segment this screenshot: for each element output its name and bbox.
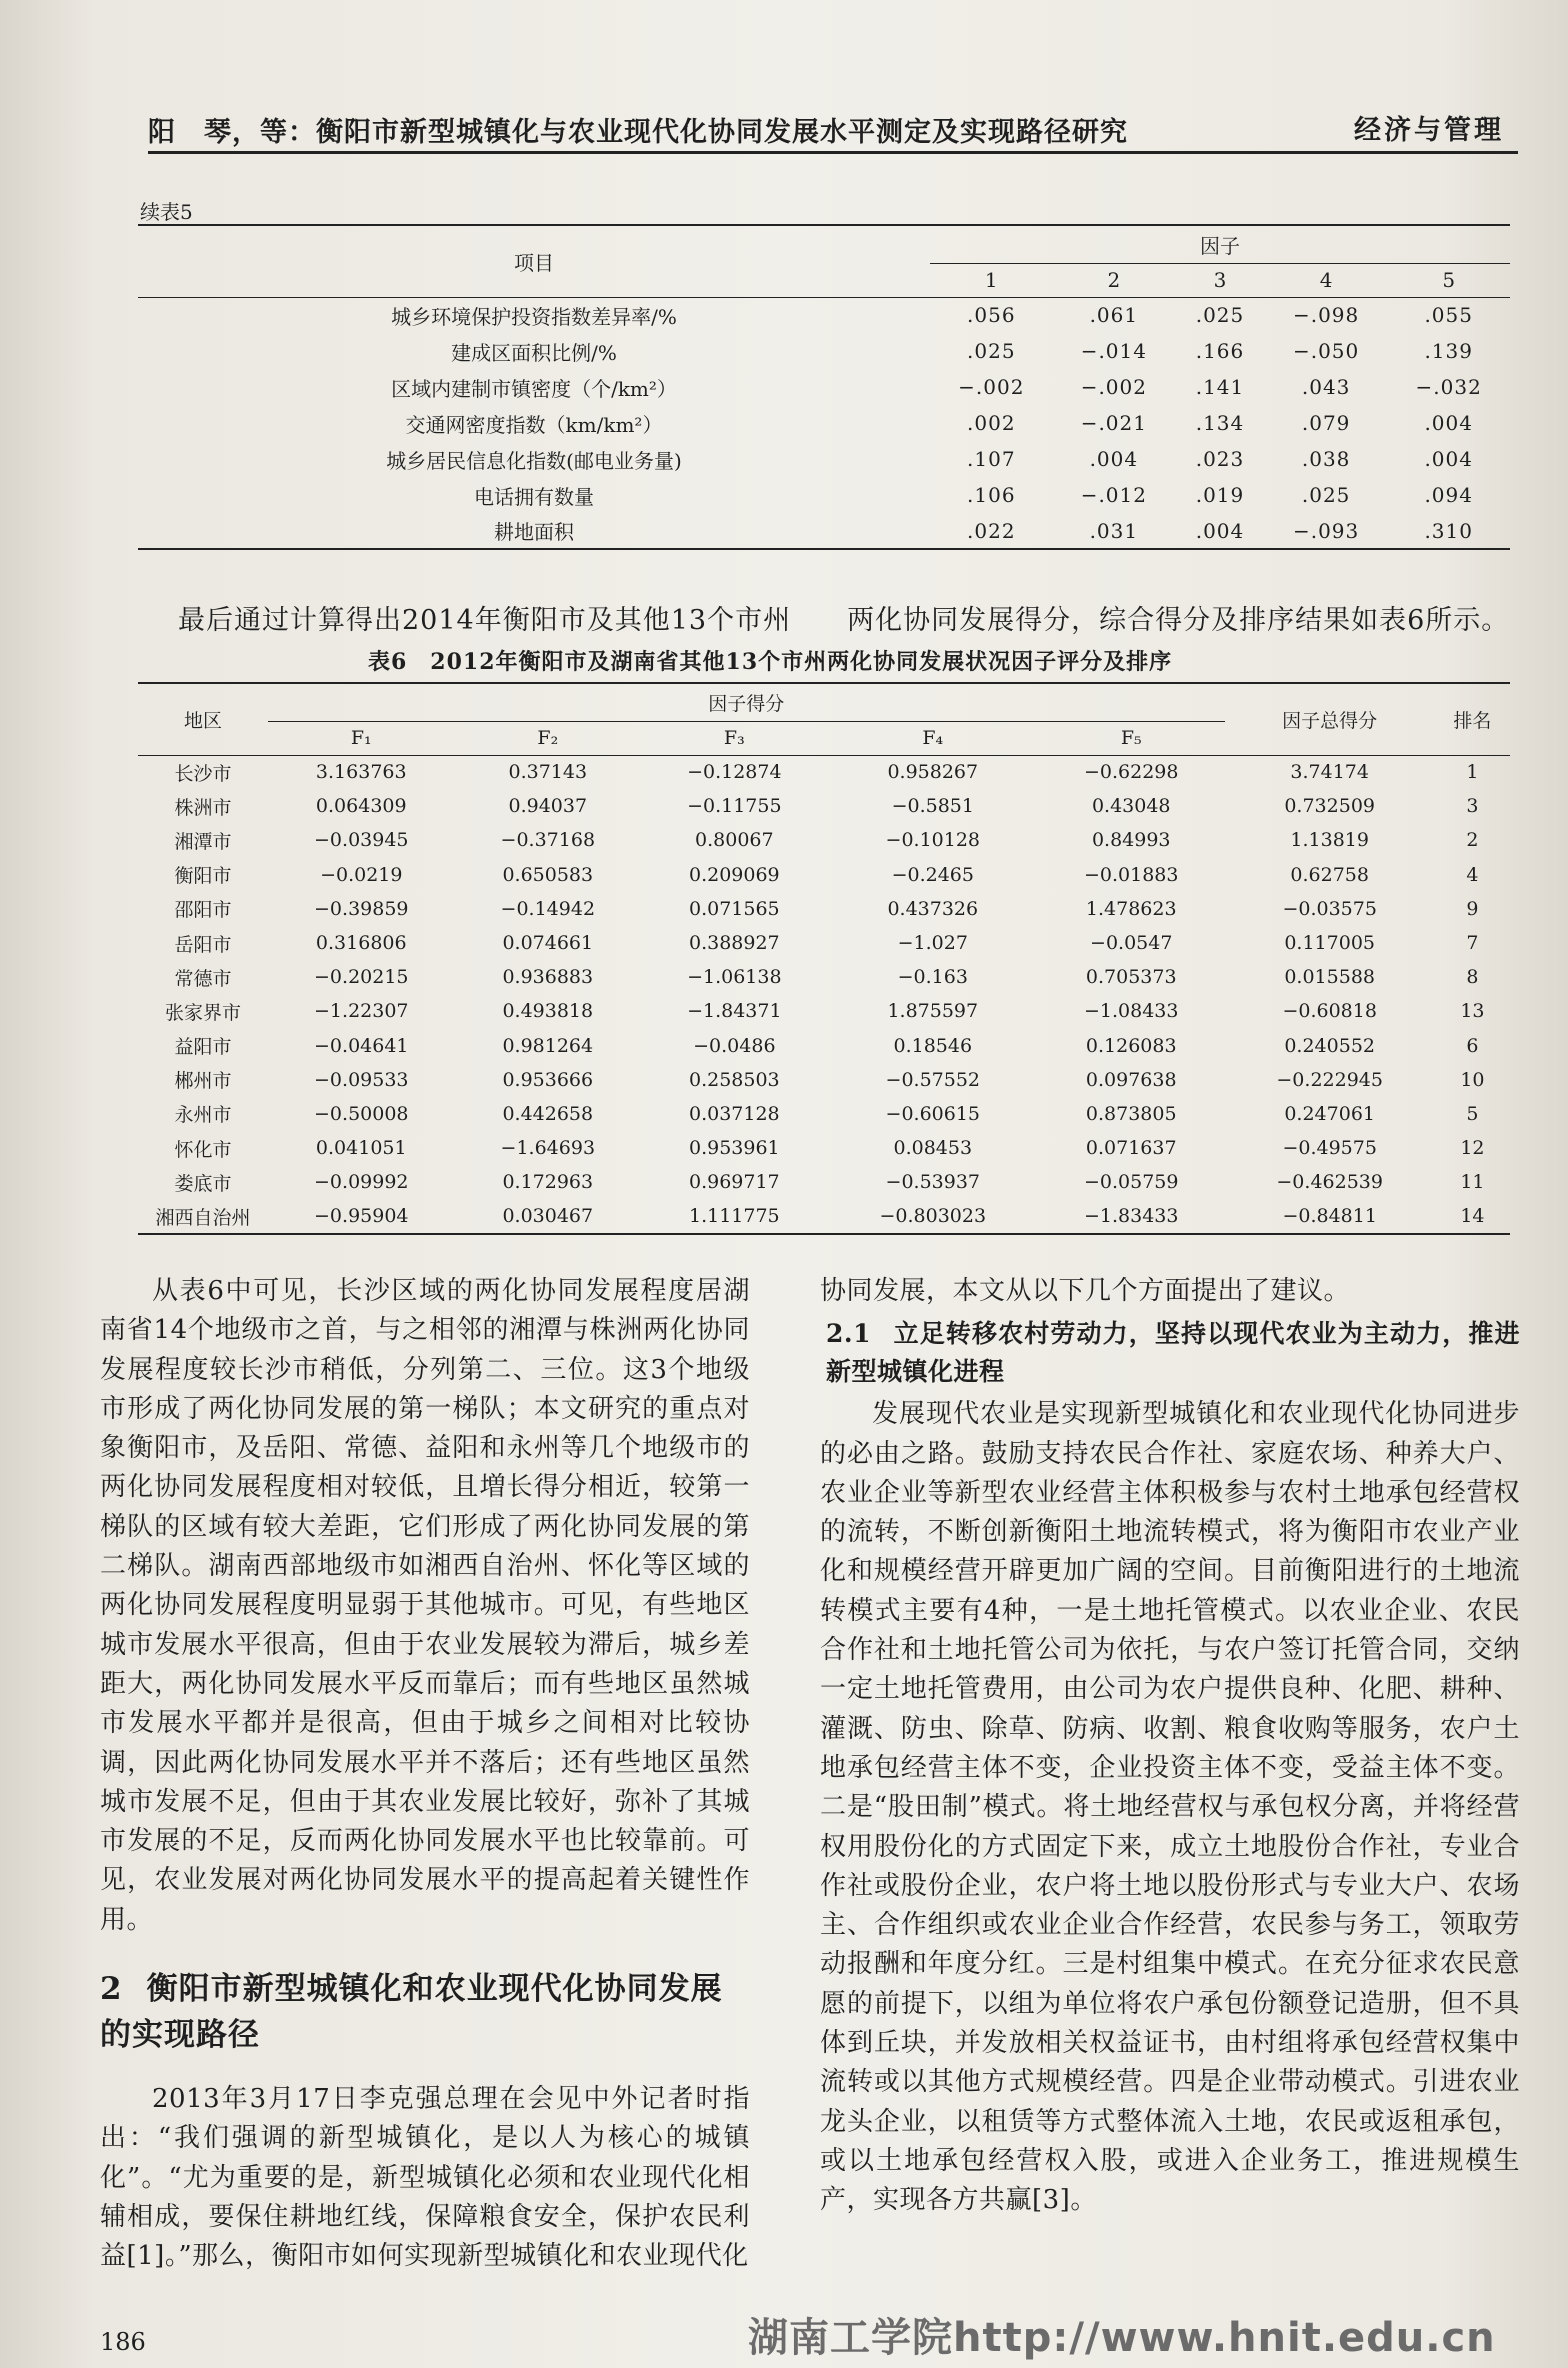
table5-item-cell: 城乡环境保护投资指数差异率/% (391, 304, 677, 329)
table5-item-cell: 建成区面积比例/% (451, 340, 617, 365)
table6-title: 表6 2012年衡阳市及湖南省其他13个市州两化协同发展状况因子评分及排序 (368, 649, 1173, 675)
table5-value-cell: .023 (1195, 447, 1245, 471)
table5-value-cell: .134 (1195, 411, 1245, 435)
table5-value-cell: .166 (1195, 339, 1245, 363)
table6-value-cell: 0.074661 (502, 932, 594, 955)
table6-value-cell: 0.705373 (1085, 966, 1177, 989)
table5-value-cell: .004 (1175, 513, 1265, 549)
table5-value-cell: .139 (1424, 339, 1473, 363)
paragraph-before-table6: 最后通过计算得出2014年衡阳市及其他13个市州 两化协同发展得分，综合得分及排序结果如表6所示。 (178, 605, 1510, 636)
table5-value-cell: −.012 (1080, 483, 1147, 507)
table5-factor-col: 2 (1053, 263, 1176, 297)
table5-value-cell: .022 (930, 513, 1053, 549)
table6-value-cell: 0.030467 (455, 1199, 642, 1233)
table6-value-cell: 0.981264 (502, 1034, 594, 1057)
table6-factor-col: F₃ (641, 721, 828, 755)
table6-row (138, 926, 1510, 960)
table6-value-cell: 0.953666 (502, 1068, 594, 1091)
table6-value-cell: 0.493818 (502, 1000, 594, 1023)
table6-region-cell: 益阳市 (174, 1036, 232, 1059)
table5-row (138, 513, 1510, 549)
table6-value-cell: 0.097638 (1085, 1068, 1177, 1091)
table6-region-cell: 娄底市 (174, 1172, 232, 1195)
table6-value-cell: −0.60615 (885, 1102, 981, 1125)
table5-row (138, 297, 1510, 333)
table6-value-cell: −0.20215 (314, 966, 409, 989)
header-journal-section: 经济与管理 (1354, 115, 1504, 146)
table5-factor-col: 4 (1265, 263, 1388, 297)
table6-value-cell: −0.11755 (687, 795, 782, 818)
table6-value-cell: −0.0547 (1090, 932, 1173, 955)
table5-value-cell: .004 (1089, 447, 1139, 471)
table6-region-cell: 湘潭市 (174, 830, 232, 853)
table6-value-cell: −0.57552 (885, 1068, 981, 1091)
table6-value-cell: 1.111775 (641, 1199, 828, 1233)
table5-value-cell: −.002 (958, 375, 1025, 399)
analysis-paragraph: 从表6中可见，长沙区域的两化协同发展程度居湖南省14个地级市之首，与之相邻的湘潭与株洲两化协同发展程度较长沙市稍低，分列第二、三位。这3个地级市形成了两化协同发展的第一梯队；本文研究的重点对象衡阳市，及岳阳、常德、益阳和永州等几个地级市的两化协同发展程度相对较低，且増长得分相近，较第一梯队的区域有较大差距，它们形成了两化协同发展的第二梯队。湖南西部地级市如湘西自治州、怀化等区域的两化协同发展程度明显弱于其他城市。可见，有些地区城市发展水平很高，但由于农业发展较为滞后，城乡差距大，两化协同发展水平反而靠后；而有些地区虽然城市发展水平都并是很高，但由于城乡之间相对比较协调，因此两化协同发展水平并不落后；还有些地区虽然城市发展不足，但由于其农业发展比较好，弥补了其城市发展的不足，反而两化协同发展水平也比较靠前。可见，农业发展对两化协同发展水平的提高起着关键性作用。 (100, 1276, 750, 1935)
table6-value-cell: 0.316806 (315, 932, 407, 955)
table6-value-cell: −0.37168 (500, 829, 596, 852)
table6-total-cell: −0.462539 (1276, 1171, 1383, 1194)
table6-region-cell: 怀化市 (174, 1138, 232, 1161)
table6-value-cell: −1.06138 (687, 966, 782, 989)
table5-value-cell: −.098 (1292, 303, 1360, 328)
subsection-title: 立足转移农村劳动力，坚持以现代农业为主动力，推进新型城镇化进程 (826, 1319, 1520, 1387)
table5-value-cell: −.050 (1292, 339, 1360, 363)
table6-value-cell: −0.95904 (268, 1199, 455, 1233)
table6-total-cell: 3.74174 (1290, 761, 1369, 784)
table6-region-cell: 岳阳市 (174, 933, 232, 956)
table6-value-cell: 0.650583 (502, 863, 594, 886)
table6-rank-cell: 7 (1466, 932, 1479, 955)
table6-rank-cell: 8 (1466, 966, 1479, 989)
table6-rank-header: 排名 (1435, 683, 1510, 755)
table6-value-cell: −0.12874 (687, 761, 782, 784)
table6-row (138, 1199, 1510, 1233)
table5-value-cell: .079 (1301, 411, 1351, 435)
table6-total-cell: 0.240552 (1284, 1034, 1376, 1057)
table6-rank-cell: 9 (1466, 897, 1479, 920)
table6-total-cell: −0.60818 (1282, 1000, 1377, 1023)
table6-row (138, 1097, 1510, 1131)
table6-value-cell: 0.071565 (688, 897, 780, 920)
table6-value-cell: −1.83433 (1038, 1199, 1225, 1233)
table5-item-cell: 区域内建制市镇密度（个/km²） (391, 376, 677, 401)
table6-value-cell: −0.0219 (320, 863, 403, 886)
table5 (138, 224, 1510, 550)
table6-value-cell: 0.18546 (893, 1034, 973, 1057)
left-column-text-2 (100, 2080, 750, 2276)
section-title: 衡阳市新型城镇化和农业现代化协同发展的实现路径 (100, 1971, 723, 2053)
table6-value-cell: 3.163763 (315, 761, 407, 784)
table6-rank-cell: 3 (1466, 795, 1479, 818)
table6-rank-cell: 5 (1466, 1102, 1479, 1125)
table5-value-cell: .038 (1301, 447, 1351, 471)
table6-rank-cell: 13 (1460, 1000, 1485, 1023)
table6-value-cell: 0.94037 (508, 795, 588, 818)
watermark: 湖南工学院http://www.hnit.edu.cn (748, 2315, 1496, 2361)
table6-factor-col: F₂ (455, 721, 642, 755)
table6-value-cell: 0.037128 (688, 1102, 780, 1125)
table6-value-cell: 0.84993 (1091, 829, 1171, 852)
table6-value-cell: 0.08453 (893, 1137, 973, 1160)
table6-value-cell: −0.53937 (885, 1171, 981, 1194)
table6-region-cell: 株洲市 (174, 796, 232, 819)
table6-value-cell: 0.80067 (695, 829, 774, 852)
table5-value-cell: .002 (967, 411, 1016, 435)
table6-region-cell: 邵阳市 (174, 899, 232, 922)
table6-value-cell: −0.05759 (1083, 1171, 1179, 1194)
table6-row (138, 1063, 1510, 1097)
table6-row (138, 789, 1510, 823)
table6-value-cell: 0.953961 (688, 1137, 780, 1160)
table5-factor-col: 5 (1387, 263, 1510, 297)
table6-row (138, 960, 1510, 994)
section-2-heading (100, 1966, 750, 2058)
table6-factor-score-header: 因子得分 (268, 683, 1225, 721)
table5-value-cell: .025 (1195, 303, 1245, 328)
table6-value-cell: −0.803023 (828, 1199, 1038, 1233)
table5-value-cell: .004 (1424, 411, 1473, 435)
table6-value-cell: 0.064309 (315, 795, 407, 818)
table6-value-cell: 0.041051 (315, 1137, 407, 1160)
table5-value-cell: .310 (1387, 513, 1510, 549)
table5-item-cell: 城乡居民信息化指数(邮电业务量) (386, 448, 682, 473)
table5-row (138, 477, 1510, 513)
table5-row (138, 333, 1510, 369)
continued-paragraph: 协同发展，本文从以下几个方面提出了建议。 (820, 1276, 1351, 1306)
table6-total-cell: −0.222945 (1276, 1068, 1383, 1091)
table6-total-cell: 1.13819 (1290, 829, 1369, 852)
table5-value-cell: .106 (967, 483, 1016, 507)
table6-total-cell: −0.03575 (1282, 897, 1377, 920)
table6-value-cell: 0.126083 (1085, 1034, 1177, 1057)
table6-rank-cell: 2 (1466, 829, 1479, 852)
table6-value-cell: 0.873805 (1085, 1102, 1177, 1125)
table6-rank-cell: 4 (1466, 863, 1479, 886)
table6-row (138, 994, 1510, 1028)
table5-value-cell: −.002 (1080, 375, 1147, 399)
table5-item-cell: 交通网密度指数（km/km²） (405, 412, 663, 437)
subsection-paragraph: 发展现代农业是实现新型城镇化和农业现代化协同进步的必由之路。鼓励支持农民合作社、家庭农场、种养大户、农业企业等新型农业经营主体积极参与农村土地承包经营权的流转，不断创新衡阳土地流转模式，将为衡阳市农业产业化和规模经营开辟更加广阔的空间。目前衡阳进行的土地流转模式主要有4种，一是土地托管模式。以农业企业、农民合作社和土地托管公司为依托，与农户签订托管合同，交纳一定土地托管费用，由公司为农户提供良种、化肥、耕种、灌溉、防虫、除草、防病、收割、粮食收购等服务，农户土地承包经营主体不变，企业投资主体不变，受益主体不变。二是“股田制”模式。将土地经营权与承包权分离，并将经营权用股份化的方式固定下来，成立土地股份合作社，专业合作社或股份企业，农户将土地以股份形式与专业大户、农场主、合作组织或农业企业合作经营，农民参与务工，领取劳动报酬和年度分红。三是村组集中模式。在充分征求农民意愿的前提下，以组为单位将农户承包份额登记造册，但不具体到丘块，并发放相关权益证书，由村组将承包经营权集中流转或以其他方式规模经营。四是企业带动模式。引进农业龙头企业，以租赁等方式整体流入土地，农民或返租承包，或以土地承包经营权入股，或进入企业务工，推进规模生产，实现各方共赢[3]。 (820, 1399, 1520, 2216)
table5-item-cell: 电话拥有数量 (474, 484, 594, 509)
table6-value-cell: −1.22307 (314, 1000, 409, 1023)
table6-value-cell: −0.163 (897, 966, 968, 989)
table6-value-cell: 0.969717 (688, 1171, 780, 1194)
table6-region-cell: 永州市 (174, 1104, 232, 1127)
table6-total-cell: 0.62758 (1290, 863, 1369, 886)
table6-value-cell: 0.258503 (688, 1068, 780, 1091)
subsection-number: 2.1 (826, 1319, 871, 1349)
table6-value-cell: −0.50008 (314, 1102, 409, 1125)
table6-total-cell: 0.247061 (1284, 1102, 1376, 1125)
table6-value-cell: 0.437326 (887, 897, 979, 920)
table5-value-cell: .043 (1301, 375, 1351, 399)
table6-factor-col: F₄ (828, 721, 1038, 755)
table6-total-cell: 0.732509 (1284, 795, 1376, 818)
table6-value-cell: 0.172963 (502, 1171, 594, 1194)
table6-rank-cell: 14 (1435, 1199, 1510, 1233)
table5-value-cell: −.093 (1265, 513, 1388, 549)
table6-value-cell: −1.64693 (500, 1137, 596, 1160)
table6-value-cell: −1.84371 (687, 1000, 782, 1023)
table6-region-cell: 湘西自治州 (138, 1199, 268, 1233)
table6-value-cell: −0.5851 (891, 795, 974, 818)
table6-value-cell: −0.09533 (314, 1068, 409, 1091)
table6-value-cell: 0.936883 (502, 966, 594, 989)
table6-rank-cell: 1 (1466, 761, 1479, 784)
table6-factor-col: F₅ (1038, 721, 1225, 755)
table5-value-cell: .019 (1195, 483, 1245, 507)
table6-region-cell: 常德市 (174, 967, 232, 990)
table5-value-cell: .141 (1195, 375, 1245, 399)
table5-factor-header: 因子 (930, 225, 1510, 263)
table6-value-cell: 0.43048 (1091, 795, 1171, 818)
table5-value-cell: −.021 (1080, 411, 1147, 435)
table6-value-cell: −0.2465 (891, 863, 974, 886)
table6-value-cell: −0.04641 (314, 1034, 409, 1057)
table6-region-cell: 长沙市 (174, 762, 232, 785)
page-number: 186 (100, 2328, 146, 2356)
subsection-2-1-heading (820, 1315, 1520, 1391)
table6-value-cell: −1.027 (897, 932, 968, 955)
table5-value-cell: .055 (1424, 303, 1473, 328)
table6-rank-cell: 12 (1460, 1137, 1485, 1160)
table6-value-cell: 0.388927 (688, 932, 780, 955)
table6-value-cell: −0.10128 (885, 829, 981, 852)
table5-value-cell: .025 (1301, 483, 1351, 507)
table6-value-cell: −1.08433 (1083, 1000, 1179, 1023)
table5-value-cell: .094 (1424, 483, 1473, 507)
table5-value-cell: .056 (967, 303, 1016, 328)
table6-value-cell: −0.03945 (314, 829, 409, 852)
table5-value-cell: .025 (967, 339, 1016, 363)
table5-row (138, 405, 1510, 441)
table5-value-cell: −.032 (1415, 375, 1482, 399)
header-article-title: 阳 琴，等：衡阳市新型城镇化与农业现代化协同发展水平测定及实现路径研究 (148, 117, 1128, 148)
table6-region-header: 地区 (138, 683, 268, 755)
table5-factor-col: 3 (1175, 263, 1265, 297)
table6-value-cell: 1.875597 (887, 1000, 979, 1023)
table6-rank-cell: 6 (1466, 1034, 1479, 1057)
table6-row (138, 1165, 1510, 1199)
table6-region-cell: 郴州市 (174, 1070, 232, 1093)
table6-total-cell: 0.117005 (1284, 932, 1376, 955)
table6-row (138, 892, 1510, 926)
table6-total-cell: −0.49575 (1282, 1137, 1377, 1160)
table6-rank-cell: 10 (1460, 1068, 1485, 1091)
table6-rank-cell: 11 (1460, 1171, 1485, 1194)
table5-row (138, 369, 1510, 405)
table6-value-cell: −0.09992 (314, 1171, 409, 1194)
table6-total-header: 因子总得分 (1225, 683, 1435, 755)
table6-value-cell: −0.01883 (1083, 863, 1179, 886)
table5-value-cell: .004 (1424, 447, 1473, 471)
table6-value-cell: 0.37143 (508, 761, 588, 784)
section-number: 2 (100, 1971, 123, 2007)
table5-item-header: 项目 (138, 225, 930, 297)
table6-value-cell: 0.071637 (1085, 1137, 1177, 1160)
table5-item-cell: 耕地面积 (138, 513, 930, 549)
table5-row (138, 441, 1510, 477)
table5-value-cell: .107 (967, 447, 1016, 471)
table6-value-cell: −0.14942 (500, 897, 596, 920)
table5-value-cell: −.014 (1080, 339, 1147, 363)
table6 (138, 682, 1510, 1235)
right-column-text (820, 1272, 1520, 2221)
table5-caption: 续表5 (140, 200, 193, 224)
table6-row (138, 858, 1510, 892)
table6-row (138, 1029, 1510, 1063)
running-header (148, 104, 1518, 154)
table5-value-cell: .061 (1089, 303, 1139, 328)
table6-value-cell: −0.39859 (314, 897, 409, 920)
table6-row (138, 1131, 1510, 1165)
table6-value-cell: −0.0486 (693, 1034, 776, 1057)
table6-region-cell: 衡阳市 (174, 865, 232, 888)
table6-value-cell: −0.62298 (1083, 761, 1179, 784)
table6-total-cell: 0.015588 (1284, 966, 1376, 989)
left-column-text (100, 1272, 750, 1940)
table6-value-cell: 0.209069 (688, 863, 780, 886)
table6-row (138, 823, 1510, 857)
table6-row (138, 755, 1510, 789)
table6-region-cell: 张家界市 (164, 1001, 241, 1024)
table6-factor-col: F₁ (268, 721, 455, 755)
table5-factor-col: 1 (930, 263, 1053, 297)
table5-value-cell: .031 (1053, 513, 1176, 549)
table6-value-cell: 1.478623 (1085, 897, 1177, 920)
table6-value-cell: 0.958267 (887, 761, 979, 784)
table6-value-cell: 0.442658 (502, 1102, 594, 1125)
table6-total-cell: −0.84811 (1225, 1199, 1435, 1233)
quote-paragraph: 2013年3月17日李克强总理在会见中外记者时指出：“我们强调的新型城镇化，是以人为核心的城镇化”。“尤为重要的是，新型城镇化必须和农业现代化相辅相成，要保住耕地红线，保障粮食安全，保护农民利益[1]。”那么，衡阳市如何实现新型城镇化和农业现代化 (100, 2084, 750, 2272)
